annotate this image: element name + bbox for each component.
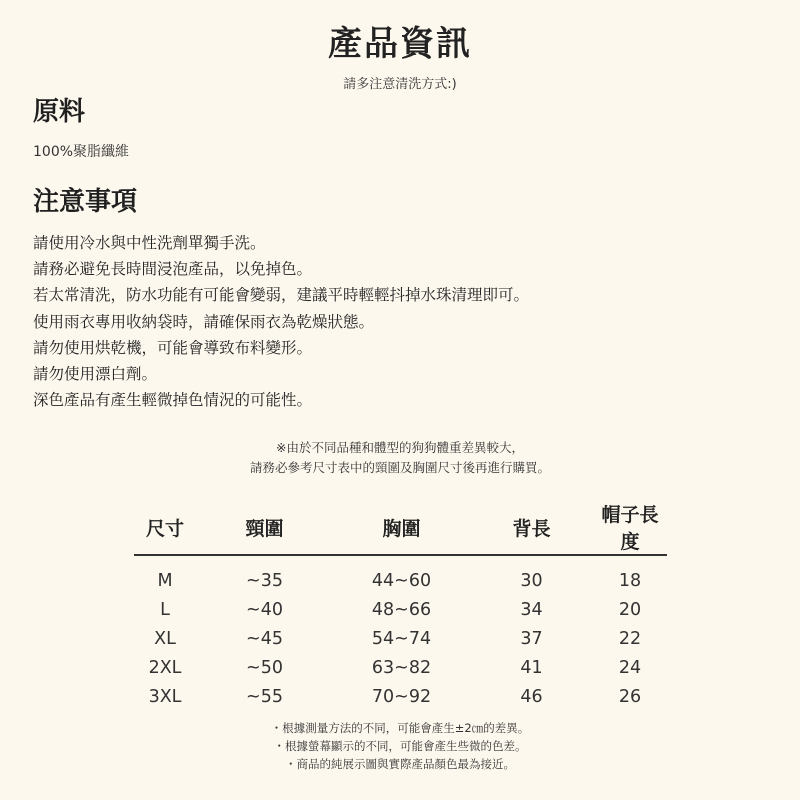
table-cell: 54~74 [371, 628, 432, 649]
table-cell: M [157, 570, 173, 591]
size-table [134, 500, 667, 711]
footnote-item: ・根據螢幕顯示的不同，可能會產生些微的色差。 [273, 739, 527, 753]
table-cell: 48~66 [371, 599, 432, 620]
table-cell: 70~92 [371, 686, 432, 707]
size-note-line-1: ※由於不同品種和體型的狗狗體重差異較大， [276, 440, 524, 455]
table-cell: ~35 [246, 570, 283, 591]
header-hood-length: 帽子長度 [593, 500, 667, 555]
table-cell: XL [154, 628, 176, 649]
footnotes [0, 719, 800, 773]
table-cell: 22 [618, 628, 642, 649]
table-cell: ~55 [246, 686, 283, 707]
table-cell: 46 [520, 686, 543, 707]
table-row [134, 653, 667, 682]
table-cell: 30 [520, 570, 543, 591]
table-cell: 63~82 [371, 657, 432, 678]
header-chest: 胸圍 [333, 500, 470, 555]
table-cell: 44~60 [371, 570, 432, 591]
notes-list [33, 230, 529, 413]
notes-heading: 注意事項 [33, 187, 138, 217]
material-text: 100%聚脂纖維 [33, 144, 130, 160]
table-cell: 24 [618, 657, 642, 678]
header-size: 尺寸 [134, 500, 196, 555]
header-back-length: 背長 [470, 500, 593, 555]
table-cell: 20 [618, 599, 642, 620]
page-subtitle: 請多注意清洗方式:) [343, 77, 457, 92]
table-cell: 37 [520, 628, 543, 649]
list-item: 請務必避免長時間浸泡產品，以免掉色。 [33, 260, 313, 279]
page-title: 產品資訊 [328, 24, 472, 64]
table-cell: 2XL [148, 657, 182, 678]
table-row [134, 624, 667, 653]
table-row [134, 682, 667, 711]
list-item: 若太常清洗，防水功能有可能會變弱，建議平時輕輕抖掉水珠清理即可。 [33, 286, 530, 305]
table-cell: 18 [618, 570, 642, 591]
table-cell: 34 [520, 599, 543, 620]
table-cell: 26 [618, 686, 642, 707]
list-item: 使用雨衣專用收納袋時，請確保雨衣為乾燥狀態。 [33, 312, 375, 331]
table-row [134, 595, 667, 624]
list-item: 請使用冷水與中性洗劑單獨手洗。 [33, 234, 266, 252]
table-row [134, 555, 667, 595]
table-cell: ~40 [246, 599, 283, 620]
table-cell: L [160, 599, 170, 620]
footnote-item: ・根據測量方法的不同，可能會產生±2㎝的差異。 [270, 721, 530, 735]
header-neck: 頸圍 [196, 500, 333, 555]
list-item: 請勿使用烘乾機，可能會導致布料變形。 [33, 338, 313, 357]
table-cell: ~45 [246, 628, 283, 649]
size-note-line-2: 請務必參考尺寸表中的頸圍及胸圍尺寸後再進行購買。 [249, 460, 550, 475]
table-cell: ~50 [246, 657, 283, 678]
table-header-row [134, 500, 667, 555]
list-item: 請勿使用漂白劑。 [33, 365, 158, 384]
footnote-item: ・商品的純展示圖與實際產品顏色最為接近。 [285, 757, 515, 771]
list-item: 深色產品有產生輕微掉色情況的可能性。 [33, 391, 313, 410]
table-cell: 41 [520, 657, 543, 678]
material-heading: 原料 [33, 97, 86, 127]
table-cell: 3XL [148, 686, 182, 707]
